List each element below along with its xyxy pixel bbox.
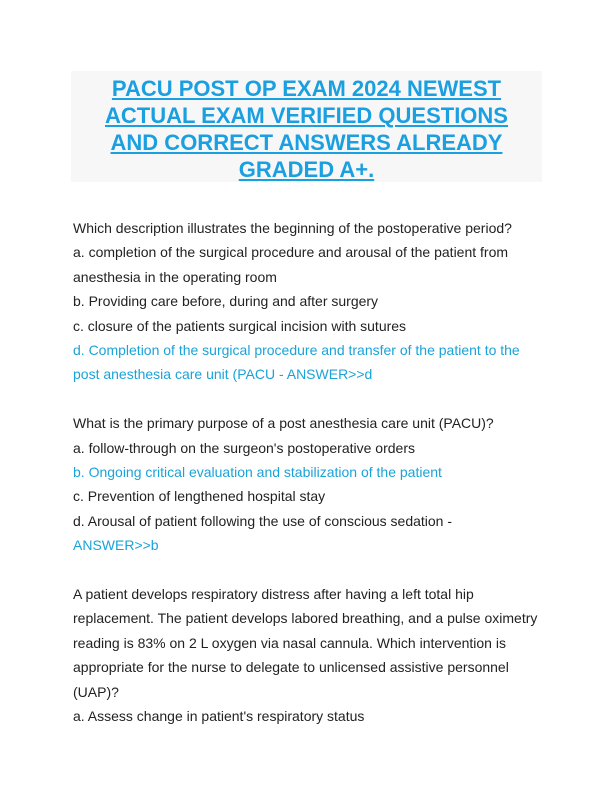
question-text: A patient develops respiratory distress after having a left total hip: [73, 586, 474, 603]
answer-line: post anesthesia care unit (PACU - ANSWER>>d: [73, 366, 373, 383]
question-text: What is the primary purpose of a post anesthesia care unit (PACU)?: [73, 415, 494, 432]
question-block: [73, 582, 543, 728]
answer-line: ANSWER>>b: [73, 537, 159, 554]
option-c: c. Prevention of lengthened hospital stay: [73, 488, 326, 505]
question-text: (UAP)?: [73, 683, 119, 700]
document-title[interactable]: [71, 71, 542, 183]
question-block: [73, 411, 543, 557]
option-a: a. Assess change in patient's respiratory status: [73, 708, 365, 725]
question-text: reading is 83% on 2 L oxygen via nasal cannula. Which intervention is: [73, 634, 506, 651]
title-line: ACTUAL EXAM VERIFIED QUESTIONS: [105, 103, 508, 128]
question-text: replacement. The patient develops labored breathing, and a pulse oximetry: [73, 610, 538, 627]
option-a-continued: anesthesia in the operating room: [73, 268, 277, 285]
title-line: AND CORRECT ANSWERS ALREADY: [110, 130, 503, 155]
option-d-correct: d. Completion of the surgical procedure and transfer of the patient to the: [73, 342, 520, 359]
title-line: PACU POST OP EXAM 2024 NEWEST: [111, 76, 502, 101]
spacer: [73, 387, 543, 411]
option-d: d. Arousal of patient following the use of conscious sedation -: [73, 512, 453, 529]
spacer: [73, 558, 543, 582]
question-text: appropriate for the nurse to delegate to unlicensed assistive personnel: [73, 659, 509, 676]
option-b-correct: b. Ongoing critical evaluation and stabilization of the patient: [73, 464, 442, 481]
question-text: Which description illustrates the beginning of the postoperative period?: [73, 220, 512, 236]
question-block: [73, 216, 543, 387]
title-block: [71, 71, 542, 182]
option-c: c. closure of the patients surgical incision with sutures: [73, 317, 407, 334]
option-a: a. completion of the surgical procedure and arousal of the patient from: [73, 244, 509, 261]
option-b: b. Providing care before, during and after surgery: [73, 293, 379, 310]
document-body: [73, 216, 543, 729]
option-a: a. follow-through on the surgeon's postoperative orders: [73, 439, 415, 456]
title-line: GRADED A+.: [238, 157, 375, 182]
